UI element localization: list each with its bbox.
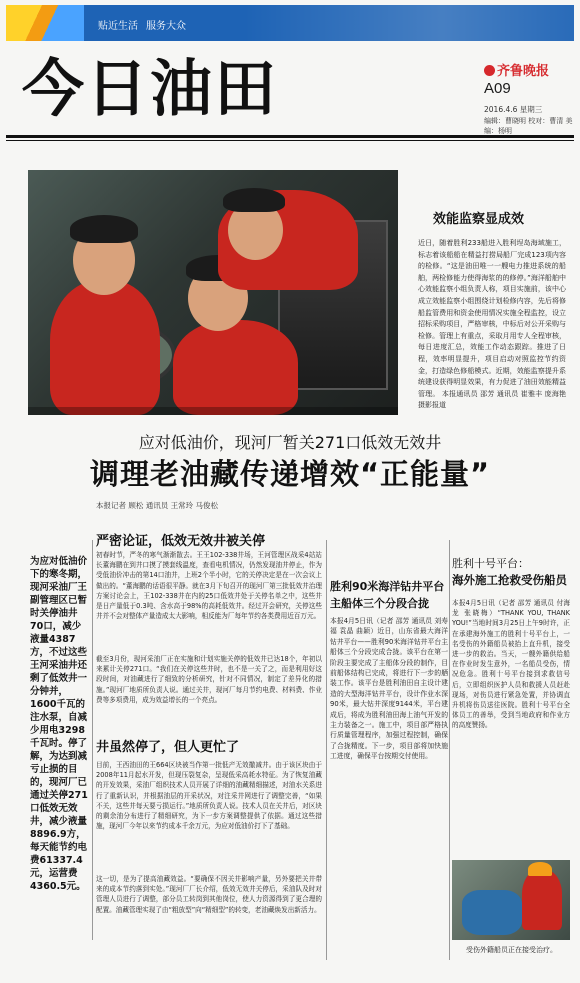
page-number: A09 xyxy=(484,80,511,97)
top-banner xyxy=(6,5,574,41)
column-divider xyxy=(92,540,93,940)
col3-body: 本报4月5日讯（记者 邵芳 通讯员 刘寿福 袁晶 曲颖）近日，山东省最大海洋钻井平台——胜利90米海洋钻井平台主船体三个分段完成合拢。该平台在第一阶段主要完成了主船体分段的制作，目前船体结构已完成，将进行下一步的舾装工作。该平台是胜利油田自主设计建造的大型海洋钻井平台，设计作业水深90米，最大钻井深度9144米，平台建成后，将成为胜利油田海上油气开发的主力装备之一。施工中，项目部严格执行质量管理程序，加强过程控制，确保了合拢精度。下一步，项目部将加快施工进度，确保平台按期交付使用。 xyxy=(330,617,448,761)
newspaper-name: 齐鲁晚报 xyxy=(497,64,550,79)
editor-credits: 编辑：曹晓明 校对：曹清 美编：杨明 xyxy=(484,117,573,135)
logo-dot-icon xyxy=(484,65,495,76)
sun-logo-graphic xyxy=(6,5,84,41)
side-summary: 为应对低油价下的寒冬期，现河采油厂王副管理区已暂时关停油井70口，减少液量4387方，不过这些王河采油井还剩了低效井一分钟并，1600千瓦的注水泵，自减少用电3298千瓦时。停了解，为达到减亏止损的目的，现河厂已通过关停271口低效无效井，减少液量8896.9方，每天能节约电费61337.4元，运营费4360.5元。 xyxy=(30,556,88,892)
main-headline: 调理老油藏传递增效“正能量” xyxy=(89,457,491,491)
section-2-body-2: 这一切，是为了提高油藏效益。“要确保不因关井影响产量，另外要把关井带来的成本节约落到实处。”现河厂厂长介绍，低效无效井关停后，采油队及时对管理人员进行了调整，部分员工转岗到其他岗位，使人力资源得到了更合理的配置。油藏管理实现了由“粗放型”向“精细型”的转变，老油藏焕发出新活力。 xyxy=(96,875,322,914)
section-1-title: 严密论证，低效无效井被关停 xyxy=(96,534,266,549)
banner-wave-graphic xyxy=(244,5,574,41)
hard-hat-icon xyxy=(528,862,552,876)
section-1-body: 初春时节，严冬的寒气渐渐散去。王王102-338井场，王河管理区战采4站站长董海鹏在到井口摸了摸套线温度，查看电机情况，仍然发现油井停止，作为受低油价冲击的第14口油井，上班2个半小时，它的关停决定是在一次会议上做出的。“董海鹏的话语很平静。就在3月下旬召开的现河厂第三批低效井治理方案讨论会上，王102-338井在内的25口低效井处于关停名单之中，这些井是日产量低于0.3吨、含水高于98%的高耗低效井。经过开会研究，关停这些井并不会对整体产量造成太大影响，相反能为厂每年节约各类费用近百万元。 xyxy=(96,551,322,621)
top-story-byline: 本报通讯员 邵芳 通讯员 崔雅丰 庞海艳 摄影报道 xyxy=(418,389,567,410)
photo-caption: 受伤外籍船员正在接受治疗。 xyxy=(466,946,557,954)
masthead-rule xyxy=(6,135,574,138)
main-byline: 本报记者 顾松 通讯员 王常玲 马俊松 xyxy=(96,501,219,510)
masthead-rule-thin xyxy=(6,140,574,141)
banner-slogan-1: 贴近生活 xyxy=(98,21,138,32)
top-story-text: 近日，随着胜利233船进入胜利埕岛海域施工，标志着该船船在精益打捞局船厂完成123项内容的检修。“这是油田唯一一艘电力推进系统的船舶，两检修能力使得海浆的的修停。”海洋船舶中心效能监察小组负责人称，项目实施前，该中心成立效能监察小组围绕计划检修内容，先后将修船监管费用和资金使用情况实施全程监控，设立招标采购项目，严格审核，中标后对公开采购与检修。管理上有重点，采取月用专人全程审核，每日进度汇总，效能工作动态跟踪。推进了日程，效率明显提升，项目启动对照监控节约资金，打造绿色修船模式。近期，效能监察提升系统建设获得明显效果，有力促进了油田效能精益管理。 xyxy=(418,239,566,398)
col4-title: 海外施工抢救受伤船员 xyxy=(452,573,567,587)
section-2-body: 目前，王西油田的王664区块被当作第一批低产无效撤减井。由于该区块由于2008年11月起水开发，但现压裂复杂，呈现低采高耗水特征。为了恢复油藏的开发效果，采油厂组织技术人员开展了详细的油藏精细描述，对油水关系进行了重新认识，并根据油层的开采状况，对注采井网进行了调整完善，“如果不关，这些井每天要亏损运行。”地质所负责人说。技术人员在关井后，对区块的剩余油分布进行了精细研究，为下一步方案调整提供了依据。通过这些措施，现河厂今年以来节约成本千余万元，为应对低油价打下了基础。 xyxy=(96,761,322,831)
hero-photo xyxy=(28,170,398,415)
rescue-photo xyxy=(452,860,570,940)
section-2-title: 井虽然停了，但人更忙了 xyxy=(96,740,240,755)
top-story-title: 效能监察显成效 xyxy=(433,212,525,227)
column-divider xyxy=(449,540,450,960)
worker-left xyxy=(50,280,160,415)
top-story-body xyxy=(418,238,566,412)
main-kicker: 应对低油价，现河厂暂关271口低效无效井 xyxy=(138,433,442,452)
page-title: 今日油田 xyxy=(22,52,279,125)
newspaper-logo xyxy=(484,60,549,79)
column-divider xyxy=(326,540,327,960)
banner-slogan-2: 服务大众 xyxy=(146,21,186,32)
col4-kicker: 胜利十号平台： xyxy=(452,557,529,570)
col3-title: 胜利90米海洋钻井平台主船体三个分段合拢 xyxy=(330,580,445,610)
section-1-body-2: 截至3月份，现河采油厂正在实施和计划实施关停的低效井已达18个，年初以来累计关停271口。“我们在关停这些井时，也不是一关了之，而是利用好这段时间，对油藏进行了细致的分析研究，针对不同情况，制定了差异化的措施。”现河厂地质所负责人说。通过关井，现河厂每月节约电费、材料费、作业费等多项费用，成为效益增长的一个亮点。 xyxy=(96,655,322,704)
col4-body: 本报4月5日讯（记者 邵芳 通讯员 付海龙 张晓梅）“THANK YOU, THANK YOU!”当地时间3月25日上午9时许，正在承建海外施工的胜利十号平台上，一名受伤的外籍船员被抬上直升机，接受进一步的救治。当天，一艘外籍供给船在作业时发生意外，一名船员受伤，情况危急。胜利十号平台接到求救信号后，立即组织医护人员和救援人员赶赴现场，对伤员进行紧急处置，并协调直升机将伤员送往医院。胜利十号平台全体员工的善举，受到当地政府和作业方的高度赞扬。 xyxy=(452,599,570,730)
worker-center xyxy=(173,320,298,415)
issue-date: 2016.4.6 星期三 xyxy=(484,105,543,114)
